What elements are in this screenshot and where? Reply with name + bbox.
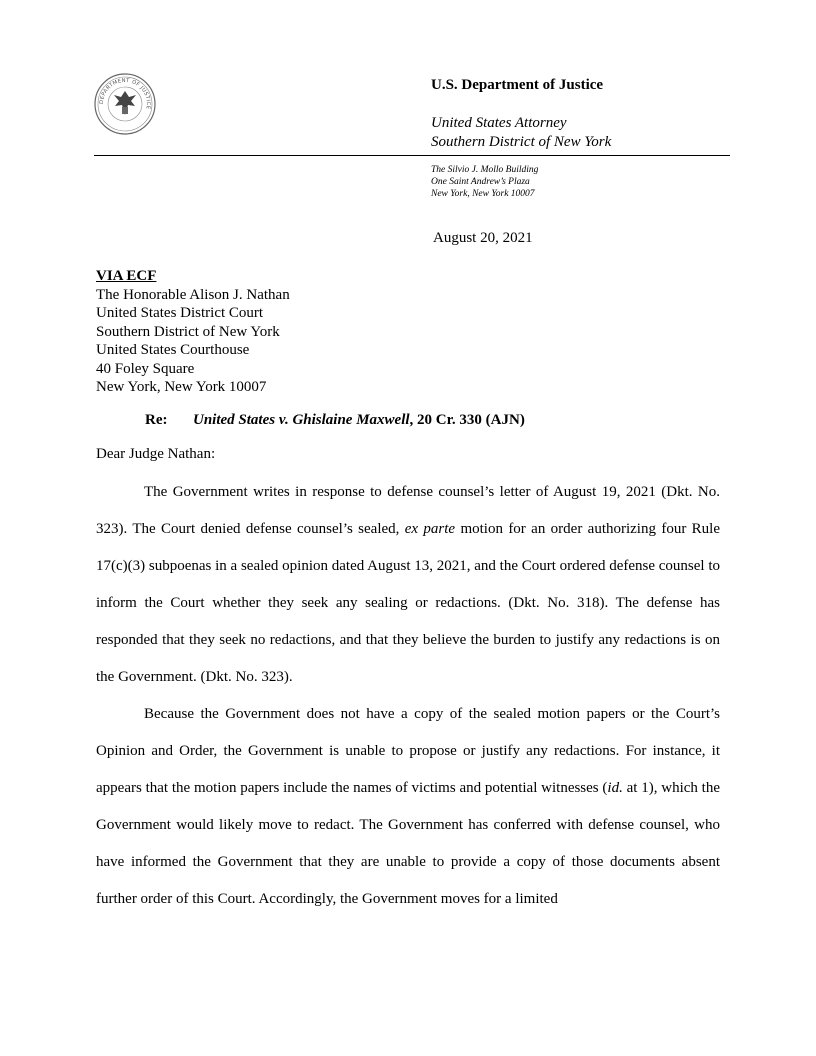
case-caption: United States v. Ghislaine Maxwell	[193, 412, 410, 428]
recipient-line: Southern District of New York	[96, 323, 280, 340]
address-line: One Saint Andrew’s Plaza	[431, 177, 530, 187]
seal-text: DEPARTMENT OF JUSTICE	[98, 77, 152, 110]
recipient-line: United States Courthouse	[96, 342, 250, 358]
letter-date: August 20, 2021	[433, 230, 533, 246]
body-paragraph: The Government writes in response to defense counsel’s letter of August 19, 2021 (Dkt. No. 323). The Court denied defense counsel’s sealed, ex parte motion for an order authorizing four Rule 17(c)(3) subpoenas in a sealed opinion dated August 13, 2021, and the Court ordered defense counsel to inform the Court whether they seek any sealing or redactions. (Dkt. No. 318). The defense has responded that they seek no redactions, and that they believe the burden to justify any redactions is on the Government. (Dkt. No. 323).	[96, 484, 721, 685]
re-line	[145, 412, 525, 429]
office-line-2: Southern District of New York	[431, 134, 612, 150]
letterhead-divider	[94, 155, 730, 156]
recipient-line: United States District Court	[96, 305, 264, 321]
office-line-1: United States Attorney	[431, 115, 567, 131]
delivery-method: VIA ECF	[96, 268, 157, 284]
recipient-line: The Honorable Alison J. Nathan	[96, 286, 290, 303]
address-line: The Silvio J. Mollo Building	[431, 165, 539, 175]
office-address	[431, 164, 538, 200]
address-line: New York, New York 10007	[431, 189, 535, 199]
recipient-block	[96, 267, 290, 397]
case-docket: , 20 Cr. 330 (AJN)	[409, 412, 525, 428]
body-paragraph: Because the Government does not have a copy of the sealed motion papers or the Court’s Opinion and Order, the Government is unable to propose or justify any redactions. For instance, it appears that the motion papers include the names of victims and potential witnesses (id. at 1), which the Government would likely move to redact. The Government has conferred with defense counsel, who have informed the Government that they are unable to provide a copy of those documents absent further order of this Court. Accordingly, the Government moves for a limited	[96, 706, 720, 907]
doj-seal-icon	[94, 73, 156, 135]
salutation: Dear Judge Nathan:	[96, 446, 216, 462]
doj-seal	[94, 73, 156, 135]
recipient-line: 40 Foley Square	[96, 360, 195, 377]
re-label: Re:	[145, 412, 168, 428]
department-name: U.S. Department of Justice	[431, 77, 604, 93]
office-name	[431, 114, 611, 152]
recipient-line: New York, New York 10007	[96, 379, 267, 395]
